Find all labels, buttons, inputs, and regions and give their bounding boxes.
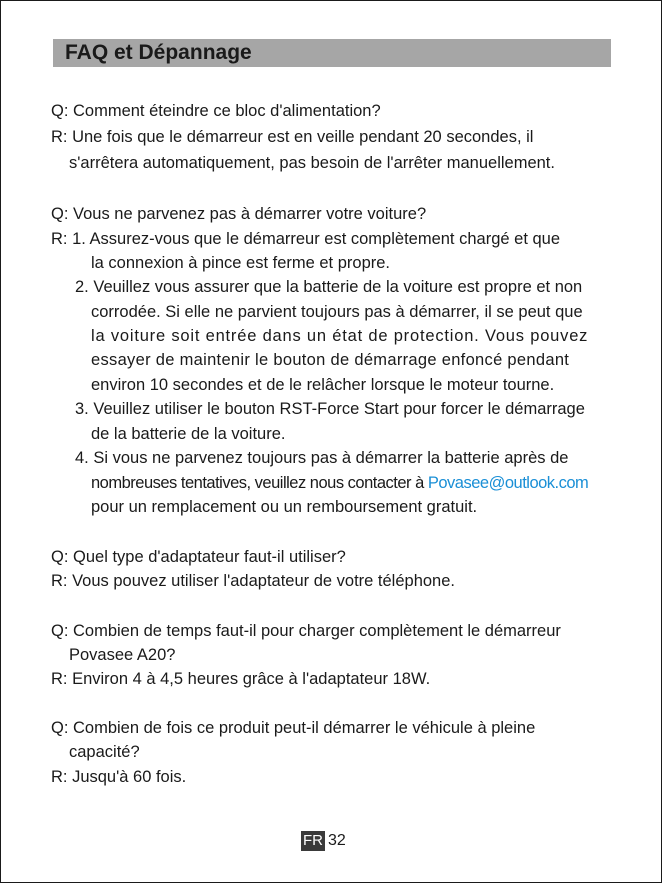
faq-answer-line: la voiture soit entrée dans un état de protection. Vous pouvez [91, 327, 589, 345]
faq-question: Q: Combien de fois ce produit peut-il démarrer le véhicule à pleine [51, 719, 536, 737]
faq-question: Q: Quel type d'adaptateur faut-il utiliser? [51, 548, 346, 566]
faq-answer: R: Environ 4 à 4,5 heures grâce à l'adaptateur 18W. [51, 670, 431, 688]
section-title: FAQ et Dépannage [65, 41, 252, 64]
faq-answer-line [91, 473, 588, 493]
faq-answer: R: Jusqu'à 60 fois. [51, 768, 187, 786]
faq-answer-line: s'arrêtera automatiquement, pas besoin de l'arrêter manuellement. [69, 154, 555, 172]
faq-answer-line: de la batterie de la voiture. [91, 425, 286, 443]
faq-question: Q: Combien de temps faut-il pour charger complètement le démarreur [51, 622, 561, 640]
faq-answer-line: la connexion à pince est ferme et propre. [91, 254, 391, 272]
section-header [53, 39, 611, 67]
faq-question: Q: Comment éteindre ce bloc d'alimentation? [51, 102, 381, 120]
contact-text: nombreuses tentatives, veuillez nous contacter à [91, 474, 424, 492]
faq-question-cont: Povasee A20? [69, 646, 176, 664]
faq-answer: R: Vous pouvez utiliser l'adaptateur de votre téléphone. [51, 572, 455, 590]
faq-question: Q: Vous ne parvenez pas à démarrer votre voiture? [51, 205, 427, 223]
faq-answer-line: pour un remplacement ou un remboursement gratuit. [91, 498, 478, 516]
support-email-link[interactable]: Povasee@outlook.com [427, 474, 589, 492]
page-number: 32 [328, 832, 346, 849]
faq-answer-line: corrodée. Si elle ne parvient toujours pas à démarrer, il se peut que [91, 303, 583, 321]
faq-answer-line: essayer de maintenir le bouton de démarrage enfoncé pendant [91, 351, 570, 369]
faq-answer-line: 4. Si vous ne parvenez toujours pas à démarrer la batterie après de [75, 449, 569, 467]
faq-answer-line: environ 10 secondes et de le relâcher lorsque le moteur tourne. [91, 376, 555, 394]
faq-answer-line: R: Une fois que le démarreur est en veille pendant 20 secondes, il [51, 128, 534, 146]
page-footer [301, 831, 346, 853]
faq-question-cont: capacité? [69, 743, 140, 761]
faq-answer-line: R: 1. Assurez-vous que le démarreur est complètement chargé et que [51, 230, 561, 248]
faq-answer-line: 3. Veuillez utiliser le bouton RST-Force Start pour forcer le démarrage [75, 400, 585, 418]
faq-answer-line: 2. Veuillez vous assurer que la batterie de la voiture est propre et non [75, 278, 583, 296]
language-badge: FR [303, 832, 323, 849]
